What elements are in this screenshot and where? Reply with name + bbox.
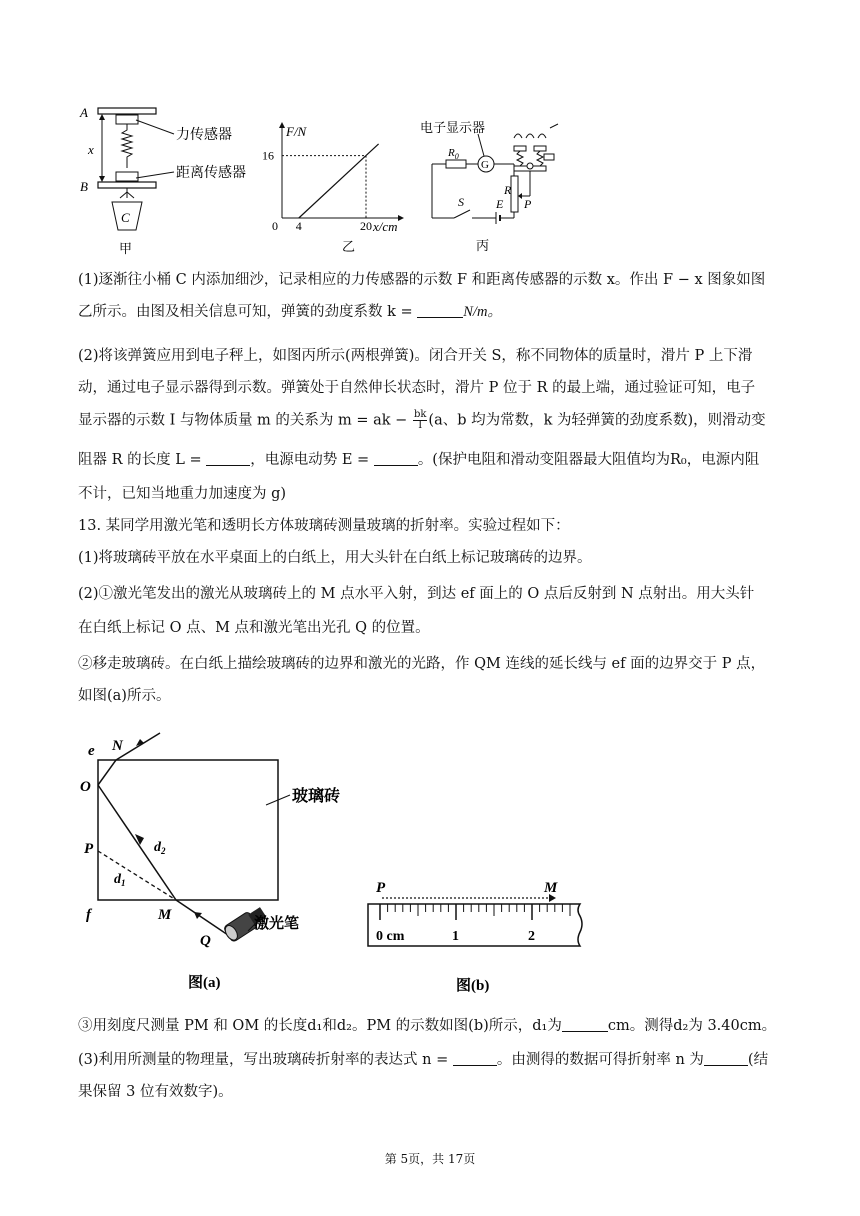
q2-line-4: 阻器 R 的长度 L = ，电源电动势 E = 。(保护电阻和滑动变阻器最大阻值均为R₀，电源内阻	[78, 452, 760, 468]
svg-text:激光笔: 激光笔	[254, 916, 300, 932]
figure-b-ruler	[360, 872, 600, 1000]
svg-text:图(b): 图(b)	[456, 978, 490, 994]
figure-a	[78, 725, 378, 1000]
svg-text:0 cm: 0 cm	[376, 929, 405, 944]
svg-text:P: P	[376, 880, 386, 896]
yi-xlabel: x/cm	[373, 219, 398, 234]
q1-line-1: (1)逐渐往小桶 C 内添加细沙，记录相应的力传感器的示数 F 和距离传感器的示数 x。作出 F − x 图象如图	[78, 272, 766, 288]
q13-step-2b: 在白纸上标记 O 点、M 点和激光笔出光孔 Q 的位置。	[78, 620, 430, 636]
q1-line-2: 乙所示。由图及相关信息可知，弹簧的劲度系数 k = N/m。	[78, 304, 502, 320]
fraction-bk-over-I: $\frac{bk}{I}$	[413, 409, 427, 431]
yi-caption: 乙	[342, 239, 356, 254]
svg-text:B: B	[80, 179, 88, 194]
q13-title: 13. 某同学用激光笔和透明长方体玻璃砖测量玻璃的折射率。实验过程如下：	[78, 518, 570, 534]
q13-step-4a: (3)利用所测量的物理量，写出玻璃砖折射率的表达式 n = 。由测得的数据可得折射率 n 为 (结	[78, 1052, 769, 1068]
answer-blank-k[interactable]	[417, 303, 463, 318]
q13-step-2c: ②移走玻璃砖。在白纸上描绘玻璃砖的边界和激光的光路，作 QM 连线的延长线与 ef 面的边界交于 P 点，	[78, 656, 766, 672]
y-tick-16: 16	[262, 148, 274, 163]
y-axis-arrow	[279, 122, 285, 128]
x-axis-arrow	[398, 215, 404, 221]
svg-text:P: P	[524, 197, 532, 211]
q13-step-1: (1)将玻璃砖平放在水平桌面上的白纸上，用大头针在白纸上标记玻璃砖的边界。	[78, 550, 592, 566]
page-footer: 第 5页，共 17页	[384, 1152, 476, 1166]
svg-text:M: M	[544, 880, 558, 896]
figure-yi-chart	[260, 120, 415, 258]
svg-text:S: S	[458, 195, 464, 209]
svg-text:Q: Q	[200, 933, 211, 949]
svg-text:f: f	[86, 907, 91, 923]
svg-text:丙: 丙	[476, 238, 490, 253]
svg-text:O: O	[80, 779, 91, 795]
svg-text:M: M	[158, 907, 172, 923]
svg-text:玻璃砖: 玻璃砖	[292, 788, 341, 805]
svg-text:G: G	[481, 159, 489, 171]
answer-blank-d1[interactable]	[562, 1017, 608, 1032]
answer-blank-L[interactable]	[206, 451, 250, 466]
x-tick-4: 4	[295, 219, 302, 233]
svg-text:x: x	[88, 142, 94, 157]
svg-text:R0: $R_0$	[448, 147, 459, 161]
svg-text:图(a): 图(a)	[188, 975, 221, 991]
svg-text:N: N	[112, 738, 123, 754]
q13-step-2a: (2)①激光笔发出的激光从玻璃砖上的 M 点水平入射，到达 ef 面上的 O 点后反射到 N 点射出。用大头针	[78, 586, 755, 602]
figure-jia	[70, 98, 260, 258]
svg-text:R: R	[504, 183, 512, 197]
q2-line-5: 不计，已知当地重力加速度为 g)	[78, 486, 287, 502]
q13-step-3: ③用刻度尺测量 PM 和 OM 的长度d₁和d₂。PM 的示数如图(b)所示，d₁为 cm。测得d₂为 3.40cm。	[78, 1018, 777, 1034]
figure-bing	[418, 116, 568, 261]
yi-ylabel: F/N	[286, 124, 307, 139]
q2-line-2: 动，通过电子显示器得到示数。弹簧处于自然伸长状态时，滑片 P 位于 R 的最上端，通过验证可知，电子	[78, 380, 756, 396]
svg-text:d2: $d_2$	[154, 840, 166, 856]
svg-text:A: A	[80, 105, 88, 120]
q2-line-1: (2)将该弹簧应用到电子秤上，如图丙所示(两根弹簧)。闭合开关 S，称不同物体的质量时，滑片 P 上下滑	[78, 348, 753, 364]
tick-0: 0	[272, 219, 278, 233]
answer-blank-E[interactable]	[374, 451, 418, 466]
series-line-extension	[366, 144, 379, 156]
svg-text:E: E	[496, 197, 504, 211]
svg-text:d1: $d_1$	[114, 872, 126, 888]
q2-line-3: 显示器的示数 I 与物体质量 m 的关系为 m = ak − $\frac{bk}{I}$ (a、b 均为常数，k 为轻弹簧的劲度系数)，则滑动变	[78, 409, 766, 431]
svg-text:力传感器: 力传感器	[176, 128, 232, 143]
x-tick-20: 20	[360, 219, 372, 233]
q13-step-2d: 如图(a)所示。	[78, 688, 171, 704]
svg-text:1: 1	[452, 929, 459, 944]
svg-text:C: C	[121, 210, 130, 225]
answer-blank-n-value[interactable]	[704, 1051, 748, 1066]
svg-text:距离传感器: 距离传感器	[176, 166, 246, 181]
q13-step-4b: 果保留 3 位有效数字)。	[78, 1084, 233, 1100]
svg-text:e: e	[88, 743, 95, 759]
svg-text:电子显示器: 电子显示器	[420, 120, 486, 135]
series-line	[299, 156, 366, 218]
svg-text:P: P	[84, 841, 94, 857]
answer-blank-n-expr[interactable]	[453, 1051, 497, 1066]
svg-text:2: 2	[528, 929, 535, 944]
svg-text:甲: 甲	[119, 241, 133, 256]
